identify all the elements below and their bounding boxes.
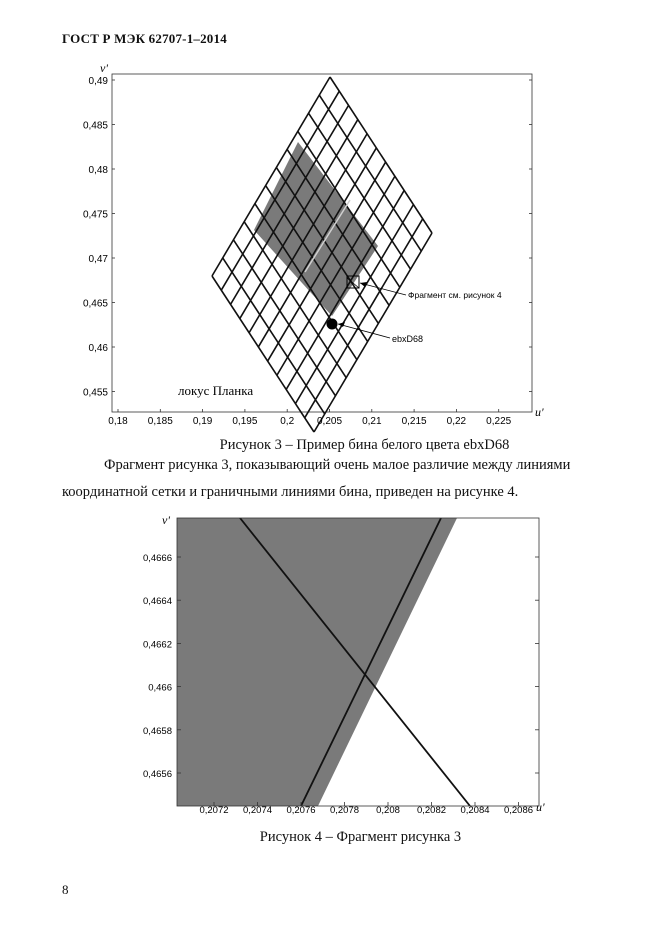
y-tick-label: 0,485	[82, 120, 108, 132]
x-tick-label: 0,2076	[286, 805, 316, 816]
y-tick-label: 0,46	[88, 343, 108, 354]
locus-label: локус Планка	[178, 383, 254, 398]
ebxD68-point	[327, 319, 338, 330]
grid-line	[212, 276, 314, 432]
y-tick-label: 0,466	[148, 682, 172, 694]
paragraph-line-1: Фрагмент рисунка 3, показывающий очень малое различие между линиями	[104, 457, 571, 473]
x-tick-label: 0,2084	[460, 805, 490, 816]
y-tick-label: 0,48	[88, 165, 108, 176]
x-tick-label: 0,195	[232, 416, 258, 427]
paragraph-line-2: координатной сетки и граничными линиями бина, приведен на рисунке 4.	[62, 484, 519, 500]
y-tick-label: 0,4664	[142, 596, 172, 608]
x-tick-label: 0,185	[147, 416, 173, 427]
annotation-fragment: Фрагмент см. рисунок 4	[408, 290, 502, 300]
x-tick-label: 0,2078	[329, 805, 360, 816]
y-tick-label: 0,465	[82, 298, 108, 310]
x-tick-label: 0,208	[376, 805, 400, 816]
y-tick-label: 0,4658	[142, 725, 172, 737]
x-tick-label: 0,18	[108, 416, 128, 427]
y-tick-label: 0,475	[82, 209, 108, 221]
y-axis-label: v'	[100, 61, 108, 75]
page-number: 8	[62, 882, 69, 897]
x-axis-label: u'	[536, 800, 545, 814]
x-tick-label: 0,2082	[416, 805, 447, 816]
x-tick-label: 0,2072	[199, 805, 229, 816]
x-tick-label: 0,2086	[503, 805, 534, 816]
bin-area-fragment	[177, 518, 457, 806]
y-tick-label: 0,455	[82, 387, 108, 399]
x-tick-label: 0,205	[316, 416, 343, 427]
x-tick-label: 0,22	[446, 416, 467, 427]
y-tick-label: 0,4662	[142, 639, 172, 651]
figure-3-caption: Рисунок 3 – Пример бина белого цвета ebxD68	[219, 437, 510, 453]
figure-4-chart	[0, 505, 661, 825]
x-tick-label: 0,2074	[242, 805, 273, 816]
x-axis-label: u'	[535, 405, 544, 419]
document-header: ГОСТ Р МЭК 62707-1–2014	[62, 31, 227, 46]
annotation-point: ebxD68	[392, 334, 424, 344]
y-tick-label: 0,4666	[142, 553, 172, 564]
x-tick-label: 0,2	[280, 416, 295, 427]
x-tick-label: 0,215	[401, 416, 427, 427]
y-tick-label: 0,4656	[142, 769, 172, 780]
figure-3-chart	[0, 0, 661, 440]
x-tick-label: 0,21	[362, 416, 382, 427]
x-tick-label: 0,19	[192, 416, 213, 427]
y-tick-label: 0,49	[88, 76, 108, 87]
x-tick-label: 0,225	[486, 416, 512, 427]
y-tick-label: 0,47	[88, 254, 108, 265]
y-axis-label: v'	[162, 513, 170, 527]
figure-4-caption: Рисунок 4 – Фрагмент рисунка 3	[259, 829, 462, 845]
